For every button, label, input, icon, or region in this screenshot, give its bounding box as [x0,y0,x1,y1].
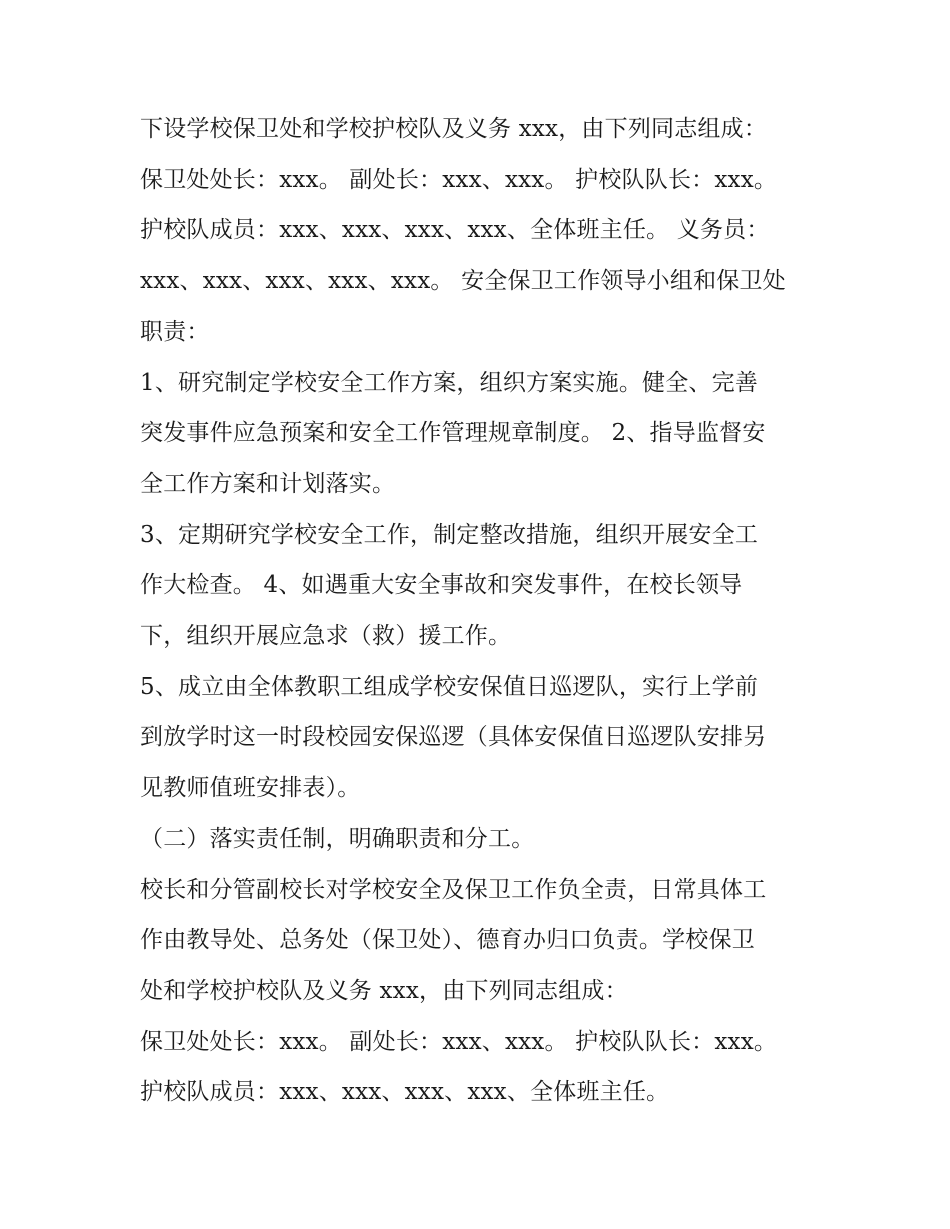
text-line: xxx、xxx、xxx、xxx、xxx。 安全保卫工作领导小组和保卫处 [140,268,786,295]
text-line: 全工作方案和计划落实。 [140,470,396,497]
text-line: 到放学时这一时段校园安保巡逻（具体安保值日巡逻队安排另 [140,724,767,751]
text-line: 3、定期研究学校安全工作，制定整改措施，组织开展安全工 [140,521,759,548]
text-line: 校长和分管副校长对学校安全及保卫工作负全责，日常具体工 [140,876,767,903]
text-line: 5、成立由全体教职工组成学校安保值日巡逻队，实行上学前 [140,673,759,700]
text-line: 下设学校保卫处和学校护校队及义务 xxx，由下列同志组成： [140,116,768,142]
text-line: 职责： [140,318,210,345]
text-line: 护校队成员：xxx、xxx、xxx、xxx、全体班主任。 义务员： [140,217,770,244]
text-line: （二）落实责任制，明确职责和分工。 [140,825,535,852]
text-line: 保卫处处长：xxx。 副处长：xxx、xxx。 护校队队长：xxx。 [140,1028,778,1055]
text-line: 下，组织开展应急求（救）援工作。 [140,623,512,650]
document-body [140,104,820,1118]
text-line: 处和学校护校队及义务 xxx，由下列同志组成： [140,977,628,1004]
text-line: 1、研究制定学校安全工作方案，组织方案实施。健全、完善 [140,369,759,396]
text-line: 作大检查。 4、如遇重大安全事故和突发事件，在校长领导 [140,572,743,599]
text-line: 作由教导处、总务处（保卫处）、德育办归口负责。学校保卫 [140,927,755,954]
text-line: 见教师值班安排表）。 [140,775,361,802]
text-line: 护校队成员：xxx、xxx、xxx、xxx、全体班主任。 [140,1079,670,1106]
text-line: 突发事件应急预案和安全工作管理规章制度。 2、指导监督安 [140,420,766,447]
text-line: 保卫处处长：xxx。 副处长：xxx、xxx。 护校队队长：xxx。 [140,166,778,193]
